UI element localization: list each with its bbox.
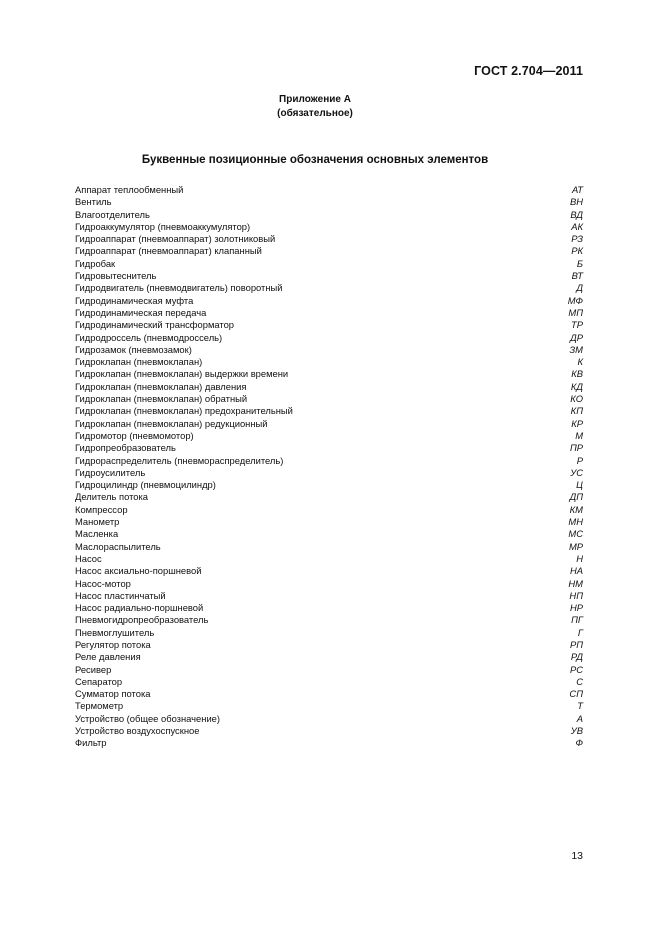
element-code: ВТ bbox=[571, 270, 583, 282]
list-item bbox=[75, 381, 583, 393]
section-title: Буквенные позиционные обозначения основных элементов bbox=[141, 154, 489, 166]
list-item bbox=[75, 344, 583, 356]
element-code: КМ bbox=[569, 503, 583, 515]
element-code: Д bbox=[576, 282, 583, 294]
element-code: МП bbox=[568, 306, 583, 318]
list-item bbox=[75, 368, 583, 380]
list-item bbox=[75, 614, 583, 626]
element-code: АК bbox=[571, 220, 583, 232]
element-name: Компрессор bbox=[75, 503, 128, 515]
element-code: ПГ bbox=[571, 614, 583, 626]
element-code: НР bbox=[569, 602, 583, 614]
list-item bbox=[75, 688, 583, 700]
list-item bbox=[75, 418, 583, 430]
element-name: Гидродинамическая передача bbox=[75, 306, 207, 318]
list-item bbox=[75, 442, 583, 454]
element-name: Гидроаппарат (пневмоаппарат) золотниковый bbox=[75, 233, 276, 245]
element-name: Гидроаппарат (пневмоаппарат) клапанный bbox=[75, 245, 262, 257]
list-item bbox=[75, 639, 583, 651]
element-name: Гидромотор (пневмомотор) bbox=[75, 429, 194, 441]
element-code: НМ bbox=[568, 577, 583, 589]
list-item bbox=[75, 700, 583, 712]
list-item bbox=[75, 737, 583, 749]
element-code: М bbox=[575, 429, 583, 441]
element-code: РП bbox=[569, 638, 583, 650]
element-name: Гидроклапан (пневмоклапан) bbox=[75, 356, 203, 368]
list-item bbox=[75, 258, 583, 270]
element-code: ТР bbox=[571, 319, 583, 331]
element-code: А bbox=[576, 712, 583, 724]
element-code: ПР bbox=[569, 442, 583, 454]
element-code: ДП bbox=[569, 491, 583, 503]
element-name: Гидроклапан (пневмоклапан) предохранительный bbox=[75, 405, 293, 417]
list-item bbox=[75, 651, 583, 663]
element-code: МН bbox=[568, 516, 583, 528]
element-name: Гидропреобразователь bbox=[75, 442, 176, 454]
element-code: КР bbox=[571, 417, 583, 429]
list-item bbox=[75, 332, 583, 344]
element-name: Насос bbox=[75, 552, 102, 564]
element-name: Устройство (общее обозначение) bbox=[75, 712, 221, 724]
element-name: Влагоотделитель bbox=[75, 208, 150, 220]
designation-list bbox=[75, 184, 583, 750]
list-item bbox=[75, 528, 583, 540]
list-item bbox=[75, 356, 583, 368]
element-code: ВН bbox=[569, 196, 583, 208]
element-name: Гидроклапан (пневмоклапан) выдержки времени bbox=[75, 368, 289, 380]
element-name: Насос-мотор bbox=[75, 577, 131, 589]
list-item bbox=[75, 467, 583, 479]
element-name: Гидробак bbox=[75, 257, 116, 269]
list-item bbox=[75, 627, 583, 639]
element-code: СП bbox=[569, 688, 583, 700]
appendix-status: (обязательное) bbox=[277, 108, 353, 119]
element-code: ВД bbox=[570, 208, 583, 220]
element-code: УС bbox=[570, 466, 583, 478]
element-code: РД bbox=[570, 651, 583, 663]
list-item bbox=[75, 295, 583, 307]
element-name: Гидродроссель (пневмодроссель) bbox=[75, 331, 223, 343]
element-name: Гидродвигатель (пневмодвигатель) поворотный bbox=[75, 282, 283, 294]
appendix-heading bbox=[0, 93, 630, 121]
element-code: КВ bbox=[571, 368, 583, 380]
list-item bbox=[75, 565, 583, 577]
list-item bbox=[75, 319, 583, 331]
element-name: Гидрораспределитель (пневмораспределитель) bbox=[75, 454, 284, 466]
element-code: НП bbox=[569, 589, 583, 601]
element-code: РК bbox=[571, 245, 583, 257]
list-item bbox=[75, 209, 583, 221]
list-item bbox=[75, 491, 583, 503]
element-name: Манометр bbox=[75, 516, 120, 528]
element-name: Регулятор потока bbox=[75, 638, 151, 650]
list-item bbox=[75, 479, 583, 491]
list-item bbox=[75, 430, 583, 442]
element-name: Гидроклапан (пневмоклапан) обратный bbox=[75, 393, 248, 405]
appendix-title: Приложение А bbox=[279, 94, 351, 105]
element-code: МФ bbox=[567, 294, 583, 306]
element-code: КП bbox=[570, 405, 583, 417]
element-name: Насос аксиально-поршневой bbox=[75, 565, 202, 577]
element-code: КД bbox=[570, 380, 583, 392]
element-name: Насос пластинчатый bbox=[75, 589, 166, 601]
element-code: РС bbox=[569, 663, 583, 675]
element-name: Пневмоглушитель bbox=[75, 626, 155, 638]
element-name: Термометр bbox=[75, 700, 124, 712]
list-item bbox=[75, 270, 583, 282]
element-name: Гидроцилиндр (пневмоцилиндр) bbox=[75, 479, 216, 491]
list-item bbox=[75, 602, 583, 614]
element-name: Масленка bbox=[75, 528, 119, 540]
list-item bbox=[75, 405, 583, 417]
list-item bbox=[75, 516, 583, 528]
list-item bbox=[75, 504, 583, 516]
element-name: Делитель потока bbox=[75, 491, 149, 503]
element-code: КО bbox=[570, 393, 583, 405]
element-name: Гидрозамок (пневмозамок) bbox=[75, 343, 192, 355]
element-name: Гидродинамический трансформатор bbox=[75, 319, 235, 331]
element-name: Насос радиально-поршневой bbox=[75, 602, 204, 614]
element-code: АТ bbox=[571, 184, 583, 195]
element-code: Н bbox=[576, 552, 583, 564]
element-name: Сепаратор bbox=[75, 675, 123, 687]
element-code: УВ bbox=[570, 725, 583, 737]
element-code: НА bbox=[569, 565, 583, 577]
element-name: Гидроаккумулятор (пневмоаккумулятор) bbox=[75, 220, 251, 232]
element-code: Ф bbox=[575, 737, 583, 749]
element-code: Г bbox=[577, 626, 583, 638]
element-code: МР bbox=[568, 540, 583, 552]
list-item bbox=[75, 245, 583, 257]
list-item bbox=[75, 393, 583, 405]
element-code: ЗМ bbox=[569, 343, 583, 355]
element-code: С bbox=[576, 675, 583, 687]
element-code: МС bbox=[568, 528, 583, 540]
element-name: Фильтр bbox=[75, 737, 107, 749]
list-item bbox=[75, 282, 583, 294]
list-item bbox=[75, 553, 583, 565]
element-code: РЗ bbox=[571, 233, 583, 245]
list-item bbox=[75, 590, 583, 602]
element-name: Устройство воздухоспускное bbox=[75, 725, 200, 737]
list-item bbox=[75, 541, 583, 553]
list-item bbox=[75, 725, 583, 737]
list-item bbox=[75, 196, 583, 208]
element-code: К bbox=[577, 356, 583, 368]
element-code: Ц bbox=[576, 479, 583, 491]
element-name: Ресивер bbox=[75, 663, 112, 675]
list-item bbox=[75, 578, 583, 590]
element-code: Б bbox=[576, 257, 583, 269]
list-item bbox=[75, 221, 583, 233]
list-item bbox=[75, 713, 583, 725]
element-name: Аппарат теплообменный bbox=[75, 184, 184, 195]
list-item bbox=[75, 184, 583, 196]
list-item bbox=[75, 307, 583, 319]
element-name: Маслораспылитель bbox=[75, 540, 161, 552]
list-item bbox=[75, 455, 583, 467]
element-name: Гидровытеснитель bbox=[75, 270, 157, 282]
element-name: Пневмогидропреобразователь bbox=[75, 614, 209, 626]
element-code: Р bbox=[576, 454, 583, 466]
element-name: Гидроклапан (пневмоклапан) редукционный bbox=[75, 417, 268, 429]
element-name: Реле давления bbox=[75, 651, 141, 663]
page-number: 13 bbox=[571, 850, 583, 862]
list-item bbox=[75, 233, 583, 245]
element-code: ДР bbox=[570, 331, 583, 343]
element-name: Вентиль bbox=[75, 196, 112, 208]
element-name: Гидроклапан (пневмоклапан) давления bbox=[75, 380, 247, 392]
list-item bbox=[75, 664, 583, 676]
element-name: Сумматор потока bbox=[75, 688, 151, 700]
element-code: Т bbox=[577, 700, 583, 712]
document-code: ГОСТ 2.704—2011 bbox=[474, 64, 583, 78]
list-item bbox=[75, 676, 583, 688]
element-name: Гидроусилитель bbox=[75, 466, 146, 478]
element-name: Гидродинамическая муфта bbox=[75, 294, 194, 306]
